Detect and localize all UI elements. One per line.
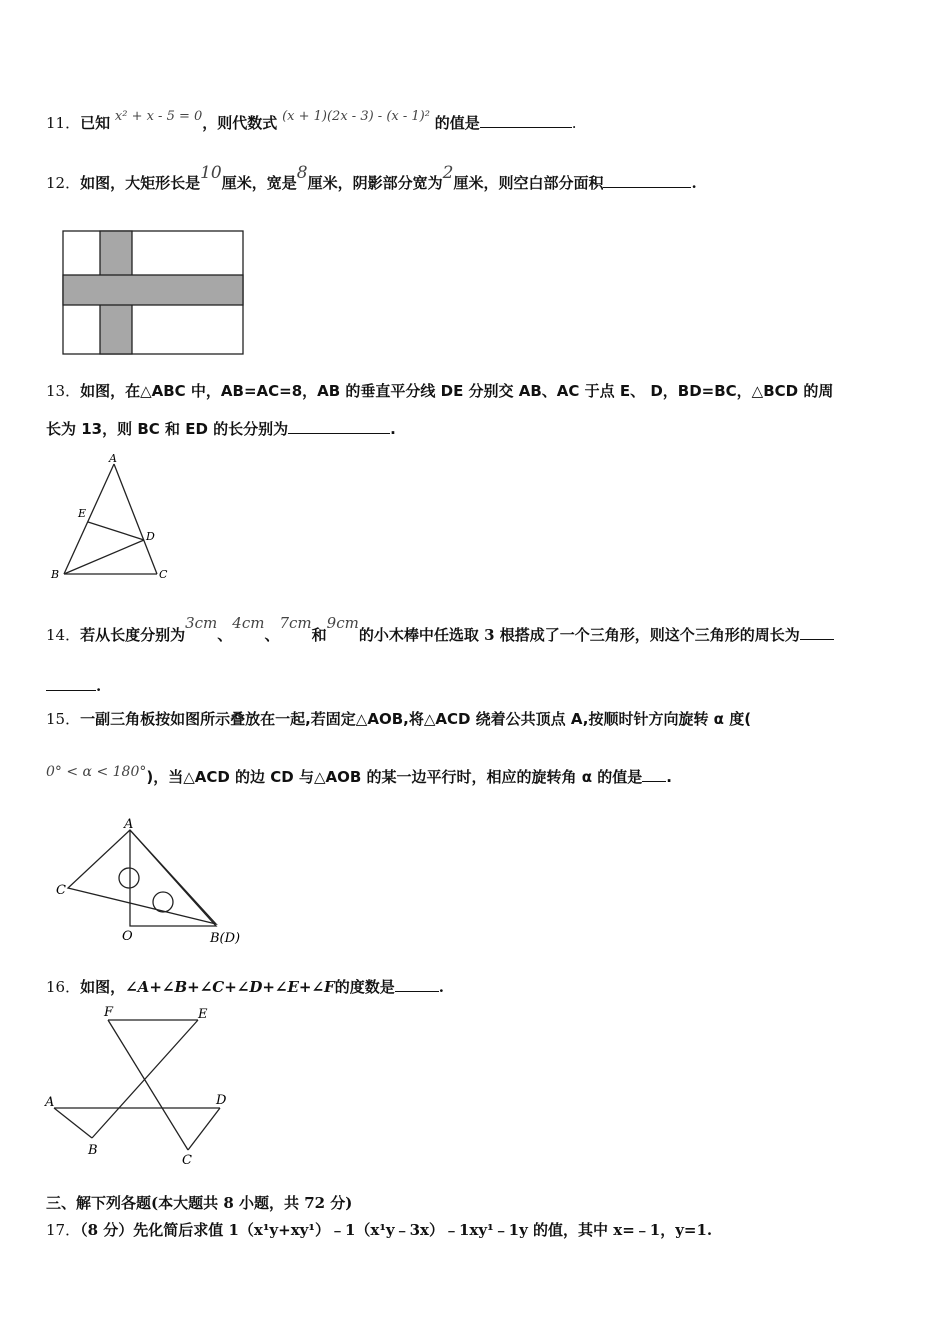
answer-blank[interactable] xyxy=(395,977,439,992)
q12-rectangle-figure xyxy=(62,230,246,358)
answer-blank[interactable] xyxy=(288,419,390,434)
q14-length-2: 4cm xyxy=(232,614,265,632)
q14-separator-3: 和 xyxy=(311,626,327,644)
q12-text-3: 厘米，阴影部分宽为 xyxy=(307,174,443,192)
q13-triangle-figure xyxy=(44,450,184,585)
question-number: 11． xyxy=(46,114,81,132)
q11-end: . xyxy=(571,114,577,132)
answer-blank[interactable] xyxy=(603,173,691,188)
q11-equation: x² + x - 5 = 0 xyxy=(114,109,203,124)
q17-text: （8 分）先化简后求值 1（x¹y+xy¹）﹣1（x¹y﹣3x）﹣1xy¹﹣1y 的值，其中 x=﹣1，y=1. xyxy=(80,1221,713,1239)
label-E: E xyxy=(198,1007,208,1022)
q11-expression: (x + 1)(2x - 3) - (x - 1)² xyxy=(282,109,430,124)
q14-separator-2: 、 xyxy=(264,626,280,644)
hole-circle-2 xyxy=(153,892,173,912)
question-13-line-2 xyxy=(46,418,396,439)
triangle-AOB xyxy=(130,830,216,926)
label-A: A xyxy=(45,1095,55,1110)
label-D: D xyxy=(146,530,155,543)
label-F: F xyxy=(104,1005,114,1020)
q16-angle-sum-expression: ∠A+∠B+∠C+∠D+∠E+∠F xyxy=(125,978,335,996)
q15-end: . xyxy=(666,768,672,786)
q14-text-2: 的小木棒中任选取 3 根搭成了一个三角形，则这个三角形的周长为 xyxy=(358,626,800,644)
q14-length-1: 3cm xyxy=(185,614,218,632)
q12-end: . xyxy=(691,174,697,192)
answer-blank-part-2[interactable] xyxy=(46,676,96,691)
shaded-horizontal-strip xyxy=(63,275,243,305)
answer-blank[interactable] xyxy=(642,767,666,782)
segment-BD xyxy=(64,540,144,574)
hole-circle-1 xyxy=(119,868,139,888)
question-11 xyxy=(46,109,577,133)
question-number: 16． xyxy=(46,978,81,996)
label-C: C xyxy=(56,883,66,898)
label-B: B xyxy=(88,1143,98,1158)
question-15-line-2 xyxy=(46,766,672,787)
q15-set-squares-figure xyxy=(52,816,252,951)
q15-angle-range: 0° < α < 180° xyxy=(46,764,147,780)
question-number: 12． xyxy=(46,174,81,192)
q12-length-value: 10 xyxy=(200,163,222,183)
segment-ED xyxy=(88,522,144,540)
q12-text-2: 厘米，宽是 xyxy=(221,174,297,192)
question-17 xyxy=(46,1219,712,1240)
question-number: 13． xyxy=(46,382,81,400)
section-title: 三、解下列各题(本大题共 8 小题，共 72 分) xyxy=(46,1194,353,1212)
q15-text-line-1: 一副三角板按如图所示叠放在一起,若固定△AOB,将△ACD 绕着公共顶点 A,按顺时针方向旋转 α 度( xyxy=(80,710,752,728)
q13-text-line-2: 长为 13，则 BC 和 ED 的长分别为 xyxy=(46,420,289,438)
q16-text-2: 的度数是 xyxy=(334,978,395,996)
segment-DC xyxy=(188,1108,220,1150)
q12-width-value: 8 xyxy=(296,163,308,183)
label-D: D xyxy=(216,1093,227,1108)
q16-end: . xyxy=(438,978,444,996)
q12-text-4: 厘米，则空白部分面积 xyxy=(453,174,604,192)
label-A: A xyxy=(109,452,117,465)
q14-length-3: 7cm xyxy=(279,614,312,632)
q16-text-1: 如图， xyxy=(80,978,126,996)
question-number: 17． xyxy=(46,1221,81,1239)
question-14-line-2 xyxy=(46,676,101,695)
q14-end: . xyxy=(96,677,102,695)
answer-blank[interactable] xyxy=(480,113,572,128)
question-13 xyxy=(46,380,833,401)
q11-text-1: 已知 xyxy=(80,114,111,132)
q13-text-line-1: 如图，在△ABC 中，AB=AC=8，AB 的垂直平分线 DE 分别交 AB、AC 于点 E、 D，BD=BC，△BCD 的周 xyxy=(80,382,834,400)
section-heading xyxy=(46,1192,352,1213)
label-B: B xyxy=(51,568,60,581)
label-C: C xyxy=(182,1153,192,1168)
q16-angles-figure xyxy=(42,1002,242,1172)
label-C: C xyxy=(159,568,168,581)
q12-text-1: 如图，大矩形长是 xyxy=(80,174,201,192)
question-12 xyxy=(46,163,697,193)
segment-AC xyxy=(114,464,157,574)
segment-FC xyxy=(108,1020,188,1150)
label-BD: B(D) xyxy=(210,931,241,946)
q11-text-3: 的值是 xyxy=(434,114,480,132)
question-16 xyxy=(46,976,444,997)
question-15 xyxy=(46,708,751,729)
label-E: E xyxy=(78,507,87,520)
q15-text-line-2: )，当△ACD 的边 CD 与△AOB 的某一边平行时，相应的旋转角 α 的值是 xyxy=(146,768,643,786)
segment-EB xyxy=(92,1020,198,1138)
q12-strip-value: 2 xyxy=(442,163,454,183)
question-number: 14． xyxy=(46,626,81,644)
segment-AB xyxy=(54,1108,92,1138)
question-14 xyxy=(46,614,834,645)
label-O: O xyxy=(122,929,133,944)
q14-text-1: 若从长度分别为 xyxy=(80,626,186,644)
q11-text-2: ，则代数式 xyxy=(202,114,278,132)
question-number: 15． xyxy=(46,710,81,728)
segment-AB xyxy=(64,464,114,574)
q14-length-4: 9cm xyxy=(326,614,359,632)
q14-separator-1: 、 xyxy=(217,626,233,644)
answer-blank-part-1[interactable] xyxy=(800,625,834,640)
label-A: A xyxy=(124,817,134,832)
q13-end: . xyxy=(390,420,396,438)
